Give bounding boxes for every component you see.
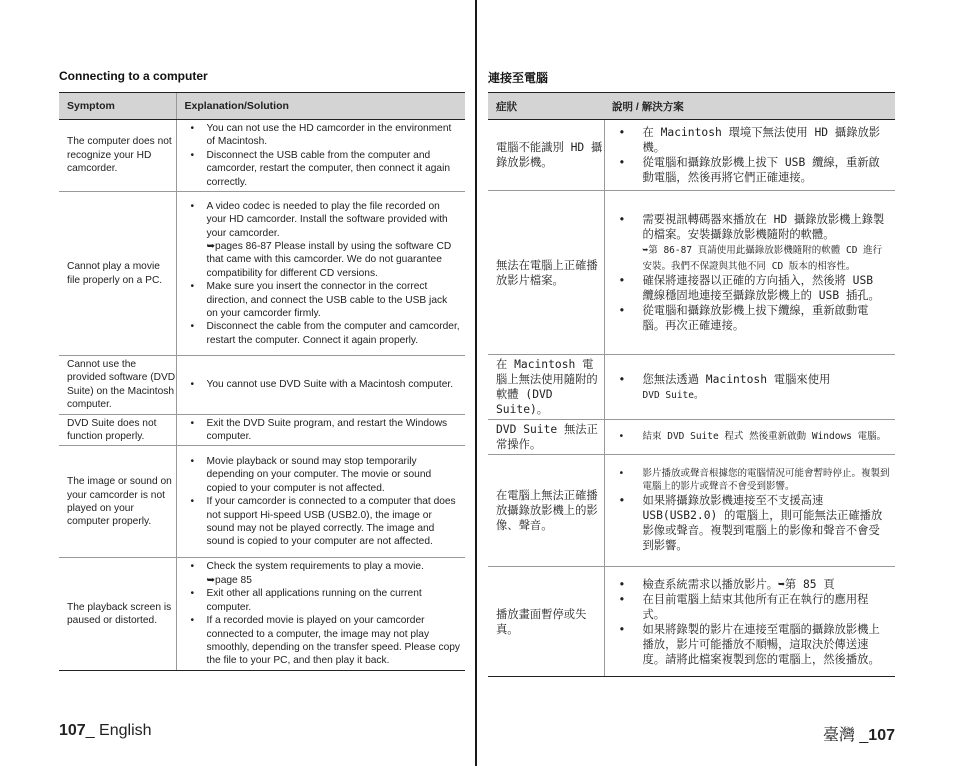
solution-cell	[176, 558, 465, 670]
solution-item: • Disconnect the cable from the computer and camcorder, restart the computer. Connect it again properly.	[207, 320, 462, 347]
left-section-title: Connecting to a computer	[59, 69, 208, 83]
solution-item: • Check the system requirements to play a movie. ➥page 85	[207, 560, 462, 587]
solution-item: • 影片播放或聲音根據您的電腦情況可能會暫時停止。複製到電腦上的影片或聲音不會受到影響。	[643, 468, 892, 493]
symptom-cell: 無法在電腦上正確播放影片檔案。	[488, 191, 604, 355]
symptom-cell: Cannot play a movie file properly on a PC.	[59, 192, 176, 356]
solution-cell	[604, 567, 895, 677]
solution-cell	[604, 120, 895, 191]
page-number: 107	[868, 727, 895, 744]
solution-item: • Exit the DVD Suite program, and restart the Windows computer.	[207, 417, 462, 444]
solution-item: • 您無法透過 Macintosh 電腦來使用 DVD Suite。	[643, 372, 892, 403]
symptom-cell: The image or sound on your camcorder is not played on your computer properly.	[59, 446, 176, 558]
solution-item: • 從電腦和攝錄放影機上拔下纜線，重新啟動電腦。再次正確連接。	[643, 303, 892, 333]
solution-cell	[176, 120, 465, 192]
footer-language: 臺灣	[822, 727, 855, 744]
left-page-footer: 107_ English	[59, 722, 152, 739]
solution-cell	[176, 192, 465, 356]
solution-cell	[604, 420, 895, 455]
page-ref-note: ➥第 86-87 頁請使用此攝錄放影機隨附的軟體 CD 進行安裝。我們不保證與其他不同 CD 版本的相容性。	[642, 245, 883, 272]
solution-item: • 在目前電腦上結束其他所有正在執行的應用程式。	[643, 592, 892, 622]
solution-item: • 結束 DVD Suite 程式 然後重新啟動 Windows 電腦。	[643, 431, 892, 444]
solution-item: • If your camcorder is connected to a computer that does not support Hi-speed USB (USB2.0), the image or sound may not be played correctly. The image and sound is copied to your computer are not affected.	[207, 495, 462, 549]
footer-language: English	[99, 722, 152, 739]
solution-cell	[604, 191, 895, 355]
left-troubleshooting-table	[59, 92, 465, 671]
solution-item: • Exit other all applications running on the current computer.	[207, 587, 462, 614]
solution-item: • 從電腦和攝錄放影機上拔下 USB 纜線，重新啟動電腦，然後再將它們正確連接。	[643, 155, 892, 185]
symptom-cell: DVD Suite 無法正常操作。	[488, 420, 604, 455]
solution-item: • 如果將攝錄放影機連接至不支援高速 USB(USB2.0) 的電腦上，則可能無法正確播放影像或聲音。複製到電腦上的影像和聲音不會受到影響。	[643, 493, 892, 553]
solution-item: • You cannot use DVD Suite with a Macintosh computer.	[207, 378, 462, 391]
symptom-header: Symptom	[59, 93, 176, 120]
page-divider	[475, 0, 477, 766]
symptom-cell: 播放畫面暫停或失真。	[488, 567, 604, 677]
solution-header: Explanation/Solution	[176, 93, 465, 120]
symptom-header: 症狀	[488, 93, 604, 120]
solution-item: • 檢查系統需求以播放影片。➥第 85 頁	[643, 577, 892, 592]
page-ref-note: ➥pages 86-87 Please install by using the software CD that came with this camcorder. We do not guarantee compatibility for different CD versions.	[206, 241, 452, 279]
symptom-cell: 電腦不能識別 HD 攝錄放影機。	[488, 120, 604, 191]
solution-item: • Disconnect the USB cable from the computer and camcorder, restart the computer, then connect it again correctly.	[207, 149, 462, 189]
solution-cell	[176, 414, 465, 446]
symptom-cell: Cannot use the provided software (DVD Suite) on the Macintosh computer.	[59, 356, 176, 415]
solution-item: • Movie playback or sound may stop temporarily depending on your computer. The movie or sound copied to your computer is not affected.	[207, 455, 462, 495]
symptom-cell: The playback screen is paused or distorted.	[59, 558, 176, 670]
solution-item: • 需要視訊轉碼器來播放在 HD 攝錄放影機上錄製的檔案。安裝攝錄放影機隨附的軟體。 ➥第 86-87 頁請使用此攝錄放影機隨附的軟體 CD 進行安裝。我們不保證與其他不同 CD 版本的相容性。	[643, 212, 892, 273]
solution-cell	[176, 446, 465, 558]
solution-cell	[604, 355, 895, 420]
solution-header: 說明 / 解決方案	[604, 93, 895, 120]
symptom-cell: 在 Macintosh 電腦上無法使用隨附的軟體 (DVD Suite)。	[488, 355, 604, 420]
solution-cell	[176, 356, 465, 415]
page-ref-note: ➥page 85	[206, 574, 252, 586]
solution-item: • 在 Macintosh 環境下無法使用 HD 攝錄放影機。	[643, 125, 892, 155]
right-page-footer: 臺灣 _107	[822, 727, 895, 744]
symptom-cell: 在電腦上無法正確播放攝錄放影機上的影像、聲音。	[488, 455, 604, 567]
solution-item: • If a recorded movie is played on your camcorder connected to a computer, the image may not play smoothly, depending on the transfer speed. Please copy the file to your PC, and then play it back.	[207, 614, 462, 668]
solution-item: • A video codec is needed to play the file recorded on your HD camcorder. Install the software provided with your camcorder. ➥pages 86-87 Please install by using the software CD that came with this camcorder. We do not guarantee compatibility for different CD versions.	[207, 200, 462, 280]
solution-item: • 確保將連接器以正確的方向插入，然後將 USB 纜線穩固地連接至攝錄放影機上的 USB 插孔。	[643, 273, 892, 303]
solution-cell	[604, 455, 895, 567]
solution-item: • Make sure you insert the connector in the correct direction, and connect the USB cable to the USB jack on your camcorder firmly.	[207, 280, 462, 320]
solution-item: • You can not use the HD camcorder in the environment of Macintosh.	[207, 122, 462, 149]
symptom-cell: DVD Suite does not function properly.	[59, 414, 176, 446]
page-number: 107	[59, 722, 86, 739]
right-section-title: 連接至電腦	[488, 71, 549, 85]
solution-item: • 如果將錄製的影片在連接至電腦的攝錄放影機上播放，影片可能播放不順暢，這取決於傳送速度。請將此檔案複製到您的電腦上，然後播放。	[643, 622, 892, 667]
symptom-cell: The computer does not recognize your HD camcorder.	[59, 120, 176, 192]
right-troubleshooting-table	[488, 92, 895, 677]
